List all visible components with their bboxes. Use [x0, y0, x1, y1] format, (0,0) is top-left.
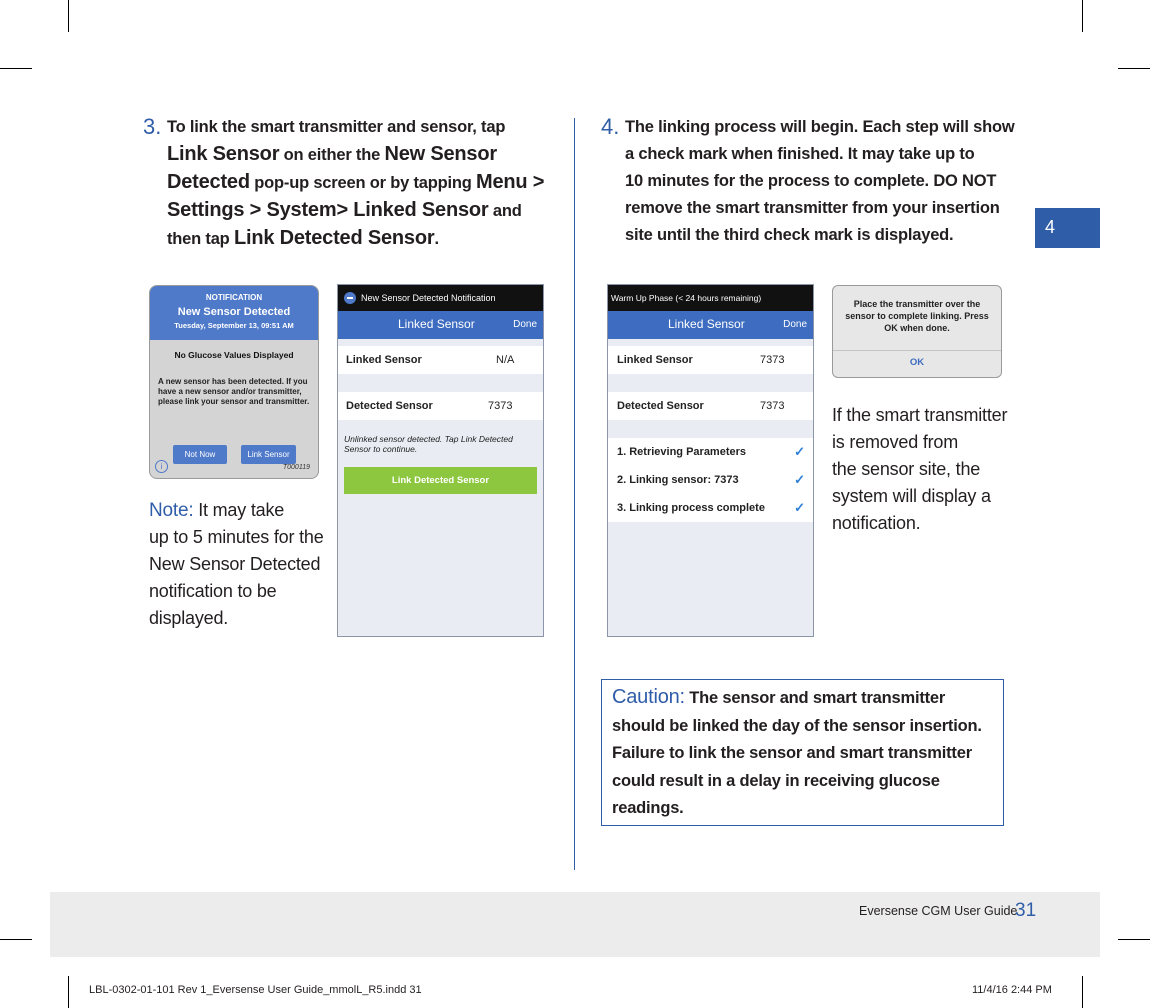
- done-button[interactable]: Done: [513, 319, 537, 330]
- slug-right: 11/4/16 2:44 PM: [972, 984, 1052, 996]
- notification-popup: NOTIFICATION New Sensor Detected Tuesday, September 13, 09:51 AM No Glucose Values Displayed A new sensor has been detected. If you have a new sensor and/or transmitter, please link your sensor and transmitter. Not Now Link Sensor i T000119: [149, 285, 319, 479]
- progress-step: 3. Linking process complete ✓: [608, 494, 813, 522]
- slug-left: LBL-0302-01-101 Rev 1_Eversense User Guide_mmolL_R5.indd 31: [89, 984, 422, 996]
- crop-mark: [0, 68, 32, 69]
- link-sensor-button[interactable]: Link Sensor: [241, 445, 296, 464]
- guide-title: Eversense CGM User Guide: [859, 904, 1018, 918]
- linked-sensor-row: Linked Sensor 7373: [608, 346, 813, 374]
- crop-mark: [68, 976, 69, 1008]
- detected-sensor-row: Detected Sensor 7373: [608, 392, 813, 420]
- place-transmitter-alert: Place the transmitter over the sensor to complete linking. Press OK when done. OK: [832, 285, 1002, 378]
- progress-step: 2. Linking sensor: 7373 ✓: [608, 466, 813, 495]
- unlinked-message: Unlinked sensor detected. Tap Link Detected Sensor to continue.: [344, 434, 513, 454]
- linked-sensor-row: Linked Sensor N/A: [338, 346, 543, 374]
- note-text: Note: It may take up to 5 minutes for the New Sensor Detected notification to be displayed.: [149, 500, 324, 628]
- status-bar: Warm Up Phase (< 24 hours remaining): [608, 285, 813, 311]
- ok-button[interactable]: OK: [909, 357, 925, 368]
- step-3-text: To link the smart transmitter and sensor, tap Link Sensor on either the New Sensor Detected pop-up screen or by tapping Menu > Settings > System> Linked Sensor and then tap Link Detected Sensor.: [167, 118, 545, 249]
- not-now-button[interactable]: Not Now: [173, 445, 227, 464]
- check-icon: ✓: [794, 500, 805, 515]
- caution-label: Caution:: [612, 686, 685, 708]
- step-4-text: The linking process will begin. Each step will show a check mark when finished. It may take up to 10 minutes for the process to complete. DO NOT remove the smart transmitter from your insertion site until the third check mark is displayed.: [625, 118, 1015, 244]
- crop-mark: [0, 939, 32, 940]
- crop-mark: [1118, 939, 1150, 940]
- column-divider: [574, 118, 575, 870]
- check-icon: ✓: [794, 472, 805, 487]
- caution-text: Caution: The sensor and smart transmitter should be linked the day of the sensor insertion. Failure to link the sensor and smart transmitter could result in a delay in receiving glucose readings.: [612, 686, 982, 817]
- crop-mark: [1082, 976, 1083, 1008]
- link-detected-sensor-button[interactable]: Link Detected Sensor: [344, 467, 537, 494]
- nav-title: Linked Sensor: [398, 317, 475, 331]
- crop-mark: [1082, 0, 1083, 32]
- info-icon[interactable]: i: [155, 460, 168, 473]
- detected-sensor-row: Detected Sensor 7373: [338, 392, 543, 420]
- step-3-number: 3.: [143, 114, 162, 139]
- progress-step: 1. Retrieving Parameters ✓: [608, 438, 813, 467]
- notification-header: NOTIFICATION New Sensor Detected Tuesday, September 13, 09:51 AM: [150, 286, 318, 340]
- check-icon: ✓: [794, 444, 805, 459]
- phone-screen-linking-progress: [607, 284, 814, 637]
- minus-bar: [347, 297, 353, 299]
- settings-path: Settings > System> Linked Sensor: [167, 199, 489, 221]
- note-label: Note:: [149, 500, 194, 521]
- nav-bar: [608, 311, 813, 339]
- crop-mark: [1118, 68, 1150, 69]
- phone-screen-link-detected: [337, 284, 544, 637]
- page-number: 31: [1015, 900, 1037, 921]
- nav-bar: [338, 311, 543, 339]
- status-bar: New Sensor Detected Notification: [338, 285, 543, 311]
- step-4-number: 4.: [601, 114, 620, 139]
- removed-transmitter-text: If the smart transmitter is removed from the sensor site, the system will display a notification.: [832, 405, 1008, 533]
- chapter-tab: 4: [1035, 208, 1100, 248]
- nav-title: Linked Sensor: [668, 317, 745, 331]
- done-button[interactable]: Done: [783, 319, 807, 330]
- footer-band: [50, 892, 1100, 957]
- crop-mark: [68, 0, 69, 32]
- caution-box: [601, 679, 1004, 826]
- alert-divider: [833, 350, 1001, 351]
- link-sensor-term: Link Sensor: [167, 143, 280, 165]
- link-detected-term: Link Detected Sensor: [233, 227, 435, 249]
